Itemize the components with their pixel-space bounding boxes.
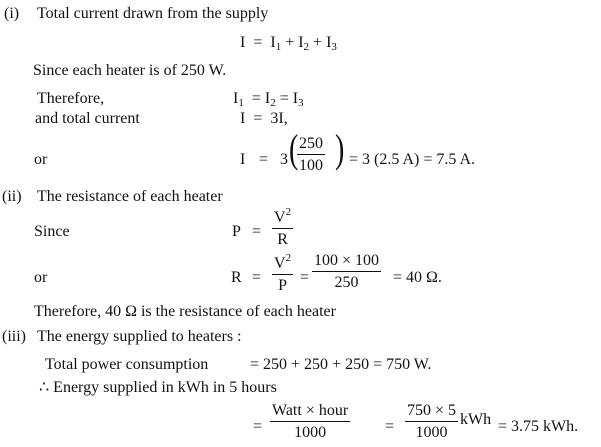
part-ii-heading: The resistance of each heater [37, 188, 223, 205]
fraction-v2-over-r: $\frac{V^2}{R}$ [274, 206, 292, 248]
fraction-10000-over-250: $\frac{100 \times 100}{250}$ [314, 252, 380, 291]
current-value-coef: 3 [280, 151, 288, 168]
right-paren: ) [334, 126, 345, 171]
part-iii-label: (iii) [2, 328, 26, 345]
fraction-v2-over-p: $\frac{V^2}{P}$ [274, 252, 292, 294]
energy-label: ∴ Energy supplied in kWh in 5 hours [39, 379, 277, 396]
therefore-label: Therefore, [37, 90, 105, 107]
total-current-equation: I = 3I, [240, 110, 288, 127]
energy-equals: = [253, 418, 263, 435]
part-iii-heading: The energy supplied to heaters : [37, 328, 242, 345]
or-label-ii: or [34, 269, 48, 286]
energy-unit: kWh [460, 411, 492, 428]
total-current-label: and total current [35, 110, 140, 127]
current-value-equals: = [259, 151, 269, 168]
part-ii-label: (ii) [2, 188, 22, 205]
energy-result: = 3.75 kWh. [498, 418, 579, 435]
power-consumption-equation: = 250 + 250 + 250 = 750 W. [250, 356, 432, 373]
heater-power-statement: Since each heater is of 250 W. [33, 62, 227, 79]
power-lhs: P [232, 223, 241, 240]
current-value-lhs: I [240, 151, 246, 168]
part-i-heading: Total current drawn from the supply [37, 5, 269, 22]
left-paren: ( [288, 126, 299, 171]
or-label-i: or [34, 151, 48, 168]
power-consumption-label: Total power consumption [45, 356, 209, 373]
fraction-250-100: $\frac{250}{100}$ [299, 135, 323, 174]
energy-mid-equals: = [385, 418, 395, 435]
since-label: Since [34, 223, 70, 240]
power-equals: = [252, 223, 262, 240]
equal-currents-equation: $I_1 = I_2 = I_3$ [233, 90, 304, 109]
resistance-lhs: R [231, 269, 242, 286]
fraction-750x5-over-1000: $\frac{750 \times 5}{1000}$ [407, 402, 457, 441]
part-i-label: (i) [4, 5, 20, 22]
resistance-result: = 40 Ω. [393, 269, 442, 286]
current-sum-equation: $I = I_1 + I_2 + I_3$ [240, 34, 337, 53]
fraction-watt-hour: Watt × hour 1000 [272, 402, 349, 441]
current-value-result: = 3 (2.5 A) = 7.5 A. [349, 151, 476, 168]
resistance-conclusion: Therefore, 40 Ω is the resistance of each heater [34, 303, 336, 320]
resistance-equals: = [252, 269, 262, 286]
resistance-mid-equals: = [300, 269, 310, 286]
